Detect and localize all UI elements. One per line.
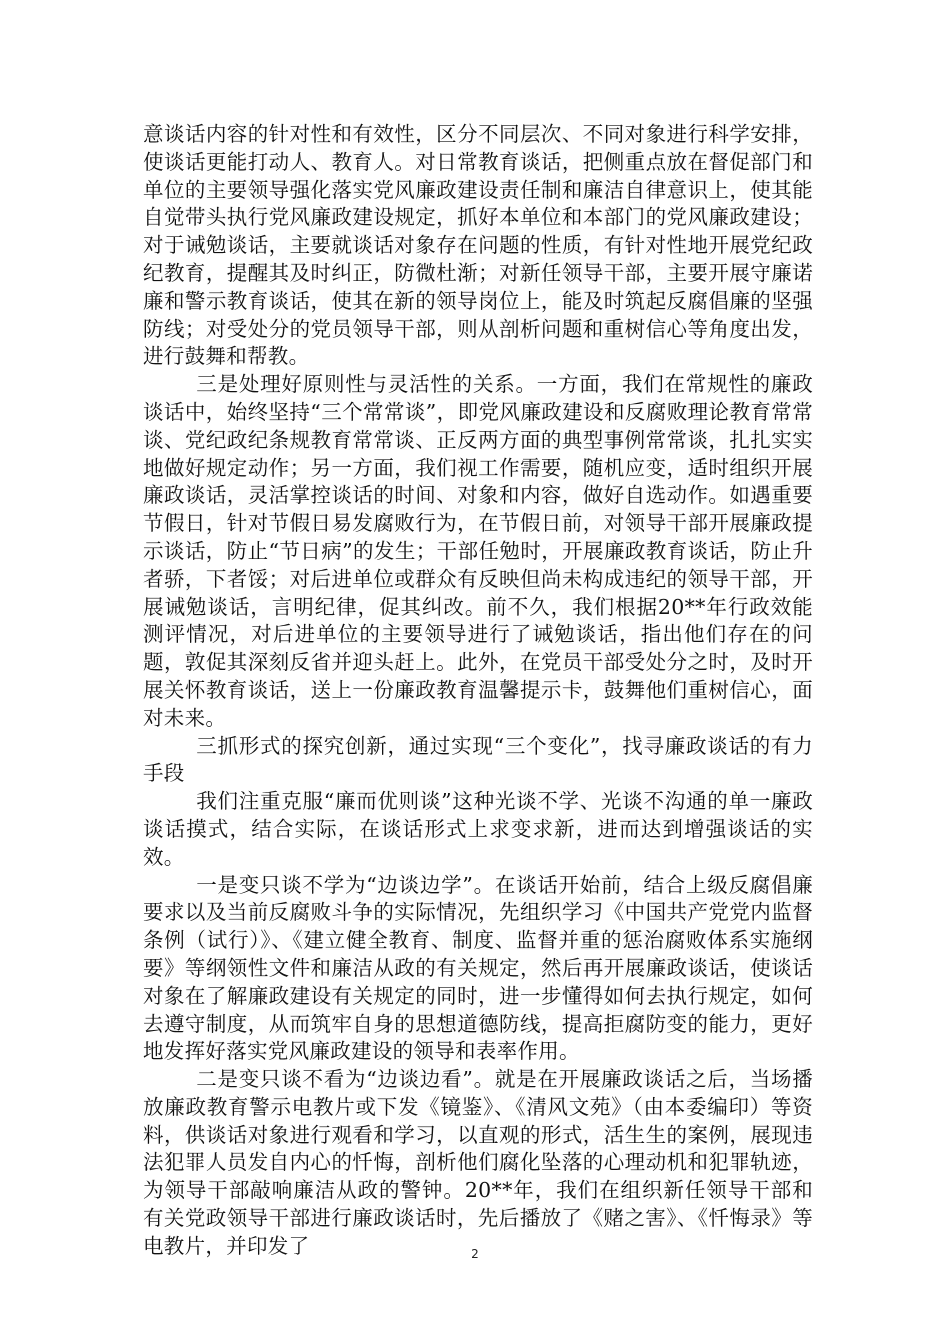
section-heading-form-innovation: 三抓形式的探究创新，通过实现“三个变化”，找寻廉政谈话的有力手段	[143, 733, 813, 786]
paragraph-talk-and-watch: 二是变只谈不看为“边谈边看”。就是在开展廉政谈话之后，当场播放廉政教育警示电教片或下发《镜鉴》、《清风文苑》（由本委编印）等资料，供谈话对象进行观看和学习，以直观的形式，活生生的案例，展现违法犯罪人员发自内心的忏悔，剖析他们腐化坠落的心理动机和犯罪轨迹，为领导干部敲响廉洁从政的警钟。20**年，我们在组织新任领导干部和有关党政领导干部进行廉政谈话时，先后播放了《赌之害》、《忏悔录》等电教片，并印发了	[143, 1067, 813, 1258]
page-number: 2	[471, 1247, 479, 1261]
paragraph-continuation: 意谈话内容的针对性和有效性，区分不同层次、不同对象进行科学安排，使谈话更能打动人、教育人。对日常教育谈话，把侧重点放在督促部门和单位的主要领导强化落实党风廉政建设责任制和廉洁自律意识上，使其能自觉带头执行党风廉政建设规定，抓好本单位和本部门的党风廉政建设；对于诫勉谈话，主要就谈话对象存在问题的性质，有针对性地开展党纪政纪教育，提醒其及时纠正，防微杜渐；对新任领导干部，主要开展守廉诺廉和警示教育谈话，使其在新的领导岗位上，能及时筑起反腐倡廉的坚强防线；对受处分的党员领导干部，则从剖析问题和重树信心等角度出发，进行鼓舞和帮教。	[143, 122, 813, 369]
document-body	[143, 121, 813, 1261]
paragraph-talk-and-learn: 一是变只谈不学为“边谈边学”。在谈话开始前，结合上级反腐倡廉要求以及当前反腐败斗争的实际情况，先组织学习《中国共产党党内监督条例（试行）》、《建立健全教育、制度、监督并重的惩治腐败体系实施纲要》等纲领性文件和廉洁从政的有关规定，然后再开展廉政谈话，使谈话对象在了解廉政建设有关规定的同时，进一步懂得如何去执行规定，如何去遵守制度，从而筑牢自身的思想道德防线，提高拒腐防变的能力，更好地发挥好落实党风廉政建设的领导和表率作用。	[143, 872, 813, 1064]
paragraph-principle-flexibility: 三是处理好原则性与灵活性的关系。一方面，我们在常规性的廉政谈话中，始终坚持“三个常常谈”，即党风廉政建设和反腐败理论教育常常谈、党纪政纪条规教育常常谈、正反两方面的典型事例常常谈，扎扎实实地做好规定动作；另一方面，我们视工作需要，随机应变，适时组织开展廉政谈话，灵活掌控谈话的时间、对象和内容，做好自选动作。如遇重要节假日，针对节假日易发腐败行为，在节假日前，对领导干部开展廉政提示谈话，防止“节日病”的发生；干部任勉时，开展廉政教育谈话，防止升者骄，下者馁；对后进单位或群众有反映但尚未构成违纪的领导干部，开展诫勉谈话，言明纪律，促其纠改。前不久，我们根据20**年行政效能测评情况，对后进单位的主要领导进行了诫勉谈话，指出他们存在的问题，敦促其深刻反省并迎头赶上。此外，在党员干部受处分之时，及时开展关怀教育谈话，送上一份廉政教育温馨提示卡，鼓舞他们重树信心，面对未来。	[143, 372, 813, 730]
paragraph-intro-form: 我们注重克服“廉而优则谈”这种光谈不学、光谈不沟通的单一廉政谈话摸式，结合实际，在谈话形式上求变求新，进而达到增强谈话的实效。	[143, 789, 813, 869]
